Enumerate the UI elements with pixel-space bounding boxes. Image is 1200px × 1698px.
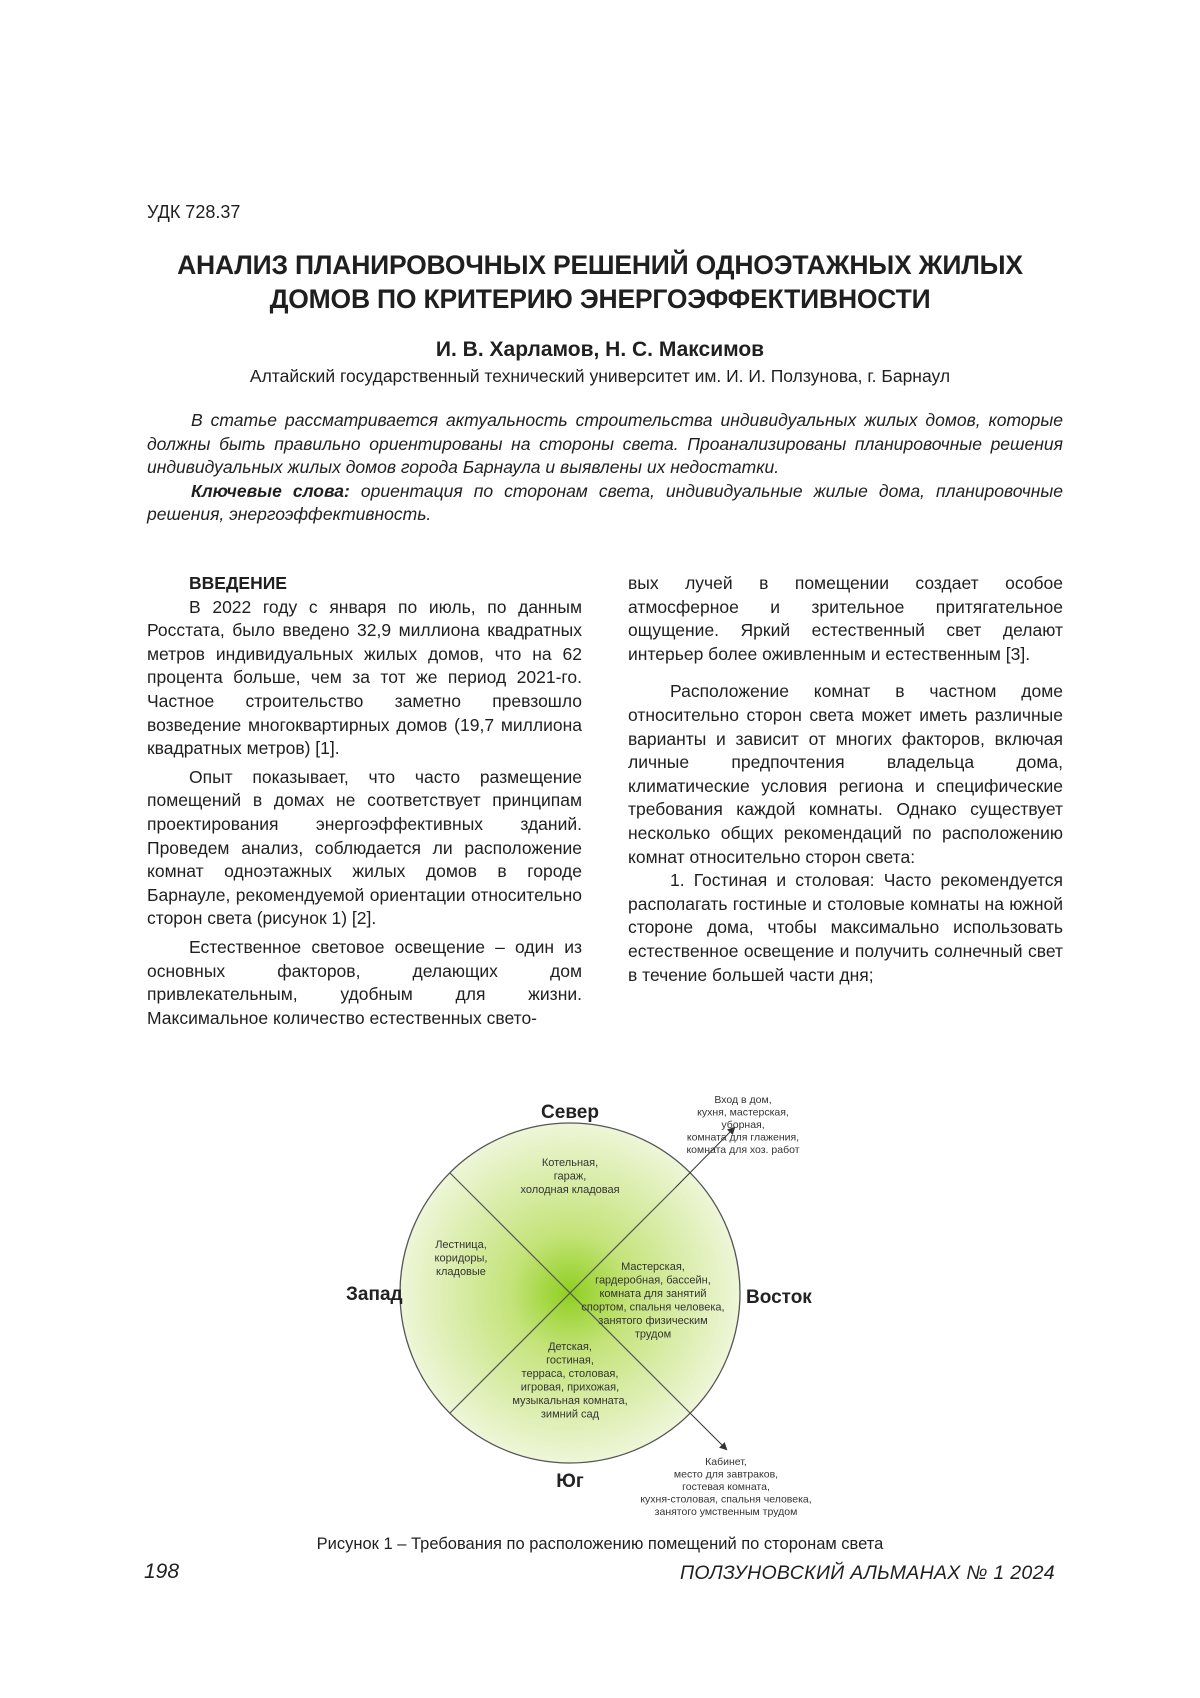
- abstract-text: В статье рассматривается актуальность строительства индивидуальных жилых домов, которые должны быть правильно ориентированы на стороны света. Проанализированы планировочные решения индивидуальных жилых домов города Барнаула и выявлены их недостатки.: [147, 410, 1063, 477]
- right-column: [628, 572, 1063, 987]
- diagram-label-line: кухня-столовая, спальня человека,: [640, 1493, 812, 1506]
- diagram-label-line: гостиная,: [546, 1354, 594, 1367]
- diagram-label-line: спортом, спальня человека,: [581, 1301, 725, 1314]
- label-south: Юг: [556, 1471, 584, 1492]
- label-west: Запад: [346, 1284, 403, 1305]
- article-title: [130, 248, 1070, 316]
- keywords-text: ориентация по сторонам света, индивидуальные жилые дома, планировочные решения, энергоэффективность: [147, 480, 1063, 524]
- udk-code: УДК 728.37: [147, 202, 241, 222]
- diagram-label-line: музыкальная комната,: [512, 1395, 628, 1407]
- left-column: [147, 572, 582, 1030]
- title-line-2: ДОМОВ ПО КРИТЕРИЮ ЭНЕРГОЭФФЕКТИВНОСТИ: [269, 284, 931, 314]
- diagram-label-line: Мастерская,: [621, 1261, 685, 1273]
- southeast-note-text: [640, 1456, 811, 1518]
- authors: И. В. Харламов, Н. С. Максимов: [435, 338, 765, 361]
- paragraph: Естественное световое освещение – один из основных факторов, делающих дом привлекательным, удобным для жизни. Максимальное количество естественных свето-: [147, 936, 582, 1028]
- paragraph: вых лучей в помещении создает особое атмосферное и зрительное притягательное ощущение. Яркий естественный свет делают интерьер более оживленным и естественным [3].: [628, 573, 1063, 664]
- diagram-label-line: уборная,: [721, 1119, 765, 1131]
- page-number: 198: [144, 1560, 180, 1583]
- title-line-1: АНАЛИЗ ПЛАНИРОВОЧНЫХ РЕШЕНИЙ ОДНОЭТАЖНЫХ ЖИЛЫХ: [177, 250, 1023, 280]
- diagram-label-line: комната для хоз. работ: [686, 1144, 800, 1156]
- keywords-label: Ключевые слова:: [191, 480, 350, 501]
- paragraph: Опыт показывает, что часто размещение помещений в домах не соответствует принципам проектирования энергоэффективных зданий. Проведем анализ, соблюдается ли расположение комнат одноэтажных жилых домов в городе Барнауле, рекомендуемой ориентации относительно сторон света (рисунок 1) [2].: [147, 766, 582, 929]
- diagram-label-line: коридоры,: [434, 1252, 488, 1265]
- diagram-label-line: зимний сад: [540, 1408, 600, 1421]
- diagram-label-line: терраса, столовая,: [521, 1368, 619, 1380]
- paragraph: 1. Гостиная и столовая: Часто рекомендуется располагать гостиные и столовые комнаты на южной стороне дома, чтобы максимально использовать естественное освещение и получить солнечный свет в течение большей части дня;: [628, 870, 1063, 985]
- diagram-label-line: место для завтраков,: [673, 1468, 779, 1481]
- diagram-label-line: трудом: [634, 1328, 672, 1341]
- northeast-note-text: [686, 1094, 799, 1156]
- diagram-label-line: комната для занятий: [599, 1288, 707, 1300]
- diagram-svg: [330, 1078, 890, 1518]
- diagram-label-line: Лестница,: [435, 1239, 487, 1251]
- diagram-label-line: Вход в дом,: [714, 1094, 772, 1106]
- figure-caption: Рисунок 1 – Требования по расположению помещений по сторонам света: [316, 1535, 884, 1553]
- diagram-label-line: комната для глажения,: [686, 1131, 800, 1144]
- paragraph: Расположение комнат в частном доме относительно сторон света может иметь различные варианты и зависит от многих факторов, включая личные предпочтения владельца дома, климатические условия региона и специфические требования каждой комнаты. Однако существует несколько общих рекомендаций по расположению комнат относительно сторон света:: [628, 681, 1063, 867]
- southeast-arrow: [690, 1413, 726, 1449]
- keywords-line: Ключевые слова: ориентация по сторонам света, индивидуальные жилые дома, планировочные решения, энергоэффективность.: [147, 480, 1063, 524]
- west-sector-text: [435, 1239, 488, 1278]
- paragraph: В 2022 году с января по июль, по данным Росстата, было введено 32,9 миллиона квадратных метров индивидуальных жилых домов, что на 62 процента больше, чем за тот же период 2021-го. Частное строительство заметно превзошло возведение многоквартирных домов (19,7 миллиона квадратных метров) [1].: [147, 596, 582, 759]
- diagram-label-line: игровая, прихожая,: [520, 1381, 620, 1394]
- diagram-label-line: Кабинет,: [705, 1456, 747, 1468]
- orientation-diagram: [330, 1078, 890, 1518]
- section-heading: ВВЕДЕНИЕ: [189, 573, 287, 593]
- affiliation: Алтайский государственный технический университет им. И. И. Ползунова, г. Барнаул: [249, 366, 951, 386]
- diagram-label-line: холодная кладовая: [520, 1184, 620, 1196]
- diagram-label-line: занятого умственным трудом: [654, 1506, 798, 1518]
- label-east: Восток: [746, 1287, 812, 1308]
- abstract: [147, 409, 1063, 527]
- diagram-label-line: гараж,: [553, 1170, 587, 1183]
- diagram-label-line: Детская,: [548, 1341, 592, 1353]
- diagram-label-line: кухня, мастерская,: [697, 1106, 789, 1119]
- label-north: Север: [541, 1102, 599, 1123]
- journal-footer: ПОЛЗУНОВСКИЙ АЛЬМАНАХ № 1 2024: [680, 1562, 1055, 1584]
- diagram-label-line: кладовые: [436, 1266, 486, 1278]
- diagram-label-line: занятого физическим: [598, 1315, 708, 1327]
- diagram-label-line: Котельная,: [541, 1157, 599, 1169]
- diagram-label-line: гардеробная, бассейн,: [595, 1274, 711, 1287]
- diagram-label-line: гостевая комната,: [682, 1481, 770, 1493]
